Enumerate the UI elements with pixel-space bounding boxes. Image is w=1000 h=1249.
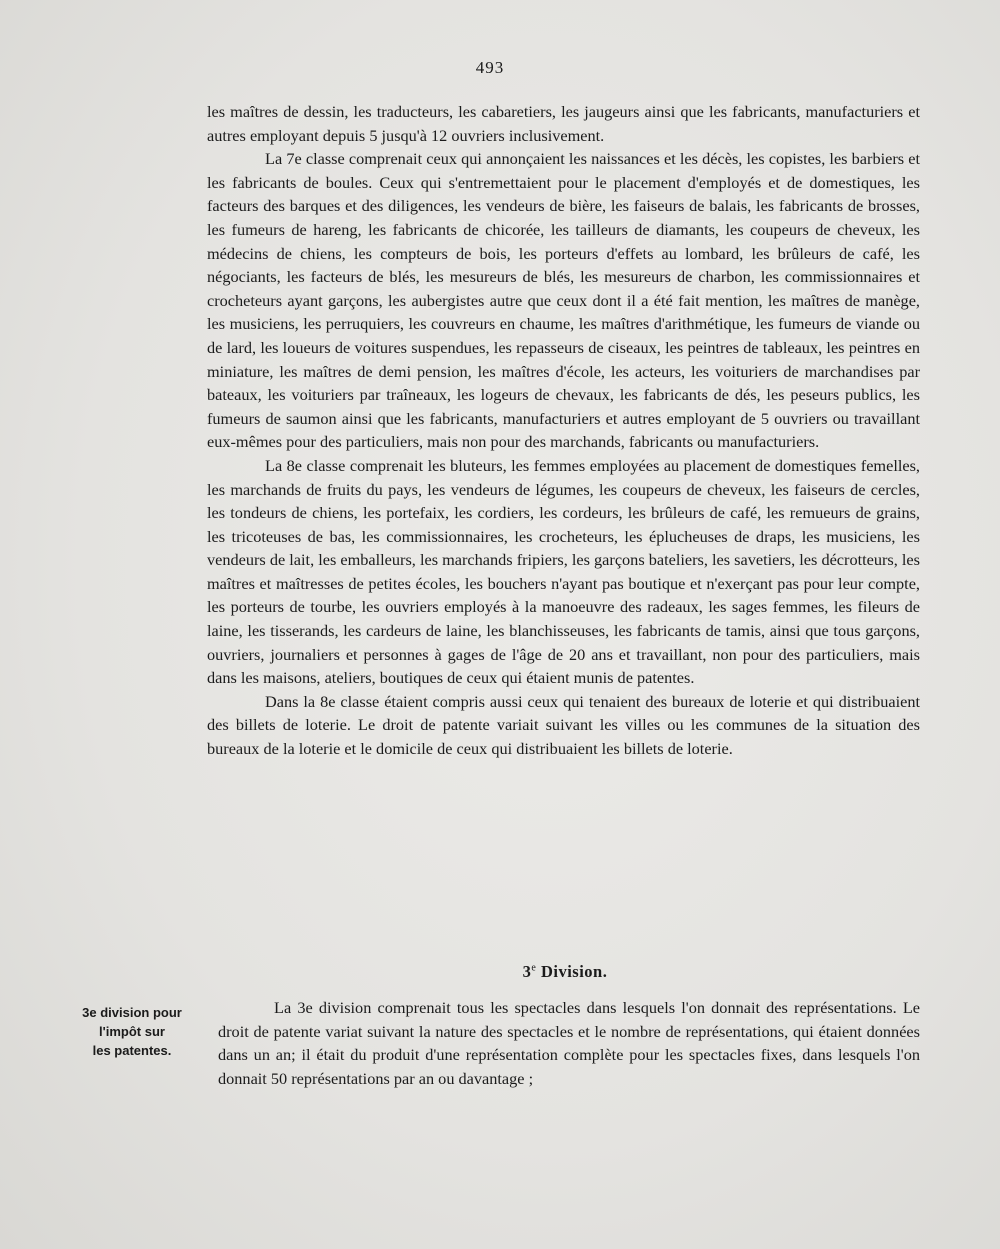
section-heading-number: 3 (522, 962, 532, 981)
page-number: 493 (475, 58, 505, 77)
margin-note-line-2: l'impôt sur (99, 1024, 165, 1039)
paragraph-continuation: les maîtres de dessin, les traducteurs, les cabaretiers, les jaugeurs ainsi que les fabricants, manufacturiers et autres employant depuis 5 jusqu'à 12 ouvriers inclusivement. (207, 102, 920, 145)
margin-note-line-3: les patentes. (92, 1043, 172, 1058)
main-text-block (207, 100, 920, 761)
paragraph-8e-classe: La 8e classe comprenait les bluteurs, les femmes employées au placement de domestiques femelles, les marchands de fruits du pays, les vendeurs de légumes, les coupeurs de cheveux, les faiseurs de cercles, les tondeurs de chiens, les portefaix, les cordiers, les cordeurs, les brûleurs de café, les remueurs de grains, les tricoteuses de bas, les commissionnaires, les crocheteurs, les éplucheuses de draps, les musiciens, les vendeurs de lait, les emballeurs, les marchands fripiers, les garçons bateliers, les savetiers, les décrotteurs, les maîtres et maîtresses de petites écoles, les bouchers n'ayant pas boutique et n'exerçant pas pour leur compte, les porteurs de tourbe, les ouvriers employés à la manoeuvre des radeaux, les sages femmes, les fileurs de laine, les tisserands, les cardeurs de laine, les blanchisseuses, les fabricants de tamis, ainsi que tous garçons, ouvriers, journaliers et personnes à gages de l'âge de 20 ans et travaillant, non pour des particuliers, mais dans les maisons, ateliers, boutiques de ceux qui étaient munis de patentes. (207, 455, 920, 688)
section-text-block (218, 996, 920, 1090)
margin-note (62, 1003, 202, 1060)
section-heading (0, 962, 1000, 982)
margin-note-line-1: 3e division pour (82, 1005, 182, 1020)
paragraph-7e-classe: La 7e classe comprenait ceux qui annonçaient les naissances et les décès, les copistes, les barbiers et les fabricants de boules. Ceux qui s'entremettaient pour le placement d'employés et de domestiques, les facteurs des barques et des diligences, les vendeurs de bière, les faiseurs de balais, les fabricants de brosses, les fumeurs de hareng, les fabricants de chicorée, les tailleurs de diamants, les coupeurs de cheveux, les médecins de chiens, les compteurs de bois, les porteurs d'effets au lombard, les brûleurs de café, les négociants, les facteurs de blés, les mesureurs de blés, les mesureurs de charbon, les commissionnaires et crocheteurs ayant garçons, les aubergistes autre que ceux dont il a été fait mention, les maîtres de manège, les musiciens, les perruquiers, les couvreurs en chaume, les maîtres d'arithmétique, les fumeurs de viande ou de lard, les loueurs de voitures suspendues, les repasseurs de ciseaux, les peintres de tableaux, les peintres en miniature, les maîtres de demi pension, les maîtres d'école, les acteurs, les voituriers de marchandises par bateaux, les voituriers par traîneaux, les logeurs de chevaux, les fabricants de dés, les peseurs publics, les fumeurs de saumon ainsi que les fabricants, manufacturiers et autres employant de 5 ouvriers ou travaillant eux-mêmes pour des particuliers, mais non pour des marchands, fabricants ou manufacturiers. (207, 149, 920, 452)
paragraph-loterie: Dans la 8e classe étaient compris aussi ceux qui tenaient des bureaux de loterie et qui distribuaient des billets de loterie. Le droit de patente variait suivant les villes ou les communes de la situation des bureaux de la loterie et le domicile de ceux qui distribuaient les billets de loterie. (207, 691, 920, 759)
section-heading-word: Division. (540, 962, 608, 981)
section-heading-sup: e (531, 962, 537, 974)
paragraph-3e-division: La 3e division comprenait tous les spectacles dans lesquels l'on donnait des représentations. Le droit de patente variat suivant la nature des spectacles et le nombre de représentations, qui étaient données dans un an; il était du produit d'une représentation complète pour les spectacles fixes, dans lesquels l'on donnait 50 représentations par an ou davantage ; (218, 998, 920, 1088)
